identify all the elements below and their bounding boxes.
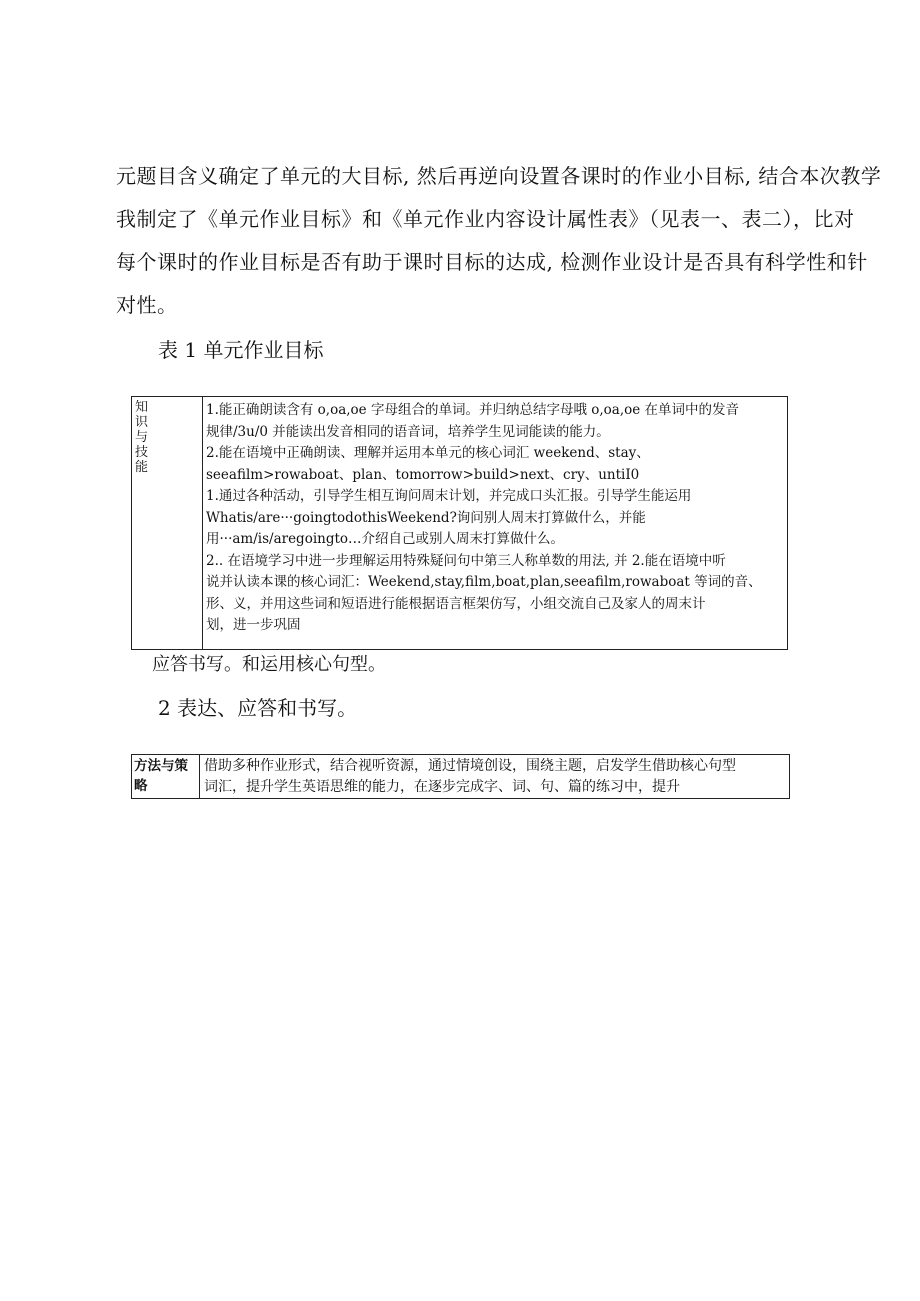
row-content-method	[200, 755, 790, 799]
after-table-line-2: 2 表达、应答和书写。	[158, 696, 358, 720]
label-line: 略	[134, 778, 148, 794]
content-line: 划，进一步巩固	[206, 617, 301, 633]
intro-line: 元题目含义确定了单元的大目标, 然后再逆向设置各课时的作业小目标, 结合本次教学	[116, 164, 882, 188]
label-char: 与	[135, 430, 149, 445]
content-line: 1.通过各种活动，引导学生相互询问周末计划，并完成口头汇报。引导学生能运用	[206, 488, 692, 504]
content-line: 词汇，提升学生英语思维的能力，在逐步完成字、词、句、篇的练习中，提升	[204, 779, 680, 795]
content-line: 用···am/is/aregoingto…介绍自己或别人周末打算做什么。	[206, 531, 565, 547]
label-line: 方法与策	[134, 758, 188, 774]
content-line: 形、义，并用这些词和短语进行能根据语言框架仿写，小组交流自己及家人的周末计	[206, 595, 706, 612]
content-line: Whatis/are···goingtodothisWeekend?询问别人周末打算做什么，并能	[206, 509, 646, 526]
row-label-method-strategy	[132, 755, 200, 799]
row-label-knowledge-skills	[132, 397, 203, 650]
row-content-goals	[203, 397, 788, 650]
content-line: 2.. 在语境学习中进一步理解运用特殊疑问句中第三人称单数的用法, 并 2.能在语境中听	[206, 552, 726, 569]
after-table-line-1: 应答书写。和运用核心句型。	[152, 654, 386, 675]
content-line: 借助多种作业形式，结合视听资源，通过情境创设，围绕主题，启发学生借助核心句型	[204, 758, 736, 774]
label-char: 知	[135, 400, 149, 415]
method-strategy-table	[131, 754, 790, 799]
content-line: 规律/3u/0 并能读出发音相同的语音词，培养学生见词能读的能力。	[206, 423, 610, 440]
table-row	[132, 397, 788, 650]
content-line: 1.能正确朗读含有 o,oa,oe 字母组合的单词。并归纳总结字母哦 o,oa,oe 在单词中的发音	[206, 402, 740, 418]
table1-caption: 表 1 单元作业目标	[158, 338, 324, 362]
intro-paragraph	[116, 155, 882, 327]
content-line: seeafilm>rowaboat、plan、tomorrow>build>next、cry、untiI0	[206, 466, 640, 483]
table-row	[132, 755, 790, 799]
content-line: 说并认读本课的核心词汇：Weekend,stay,film,boat,plan,seeafilm,rowaboat 等词的音、	[206, 574, 762, 590]
label-char: 识	[135, 415, 149, 430]
label-char: 能	[135, 460, 149, 475]
label-char: 技	[135, 445, 149, 460]
intro-line: 对性。	[116, 293, 178, 317]
content-line: 2.能在语境中正确朗读、理解并运用本单元的核心词汇 weekend、stay、	[206, 445, 650, 461]
unit-goals-table	[131, 396, 788, 650]
intro-line: 我制定了《单元作业目标》和《单元作业内容设计属性表》（见表一、表二），比对	[116, 207, 855, 231]
intro-line: 每个课时的作业目标是否有助于课时目标的达成, 检测作业设计是否具有科学性和针	[116, 250, 868, 274]
